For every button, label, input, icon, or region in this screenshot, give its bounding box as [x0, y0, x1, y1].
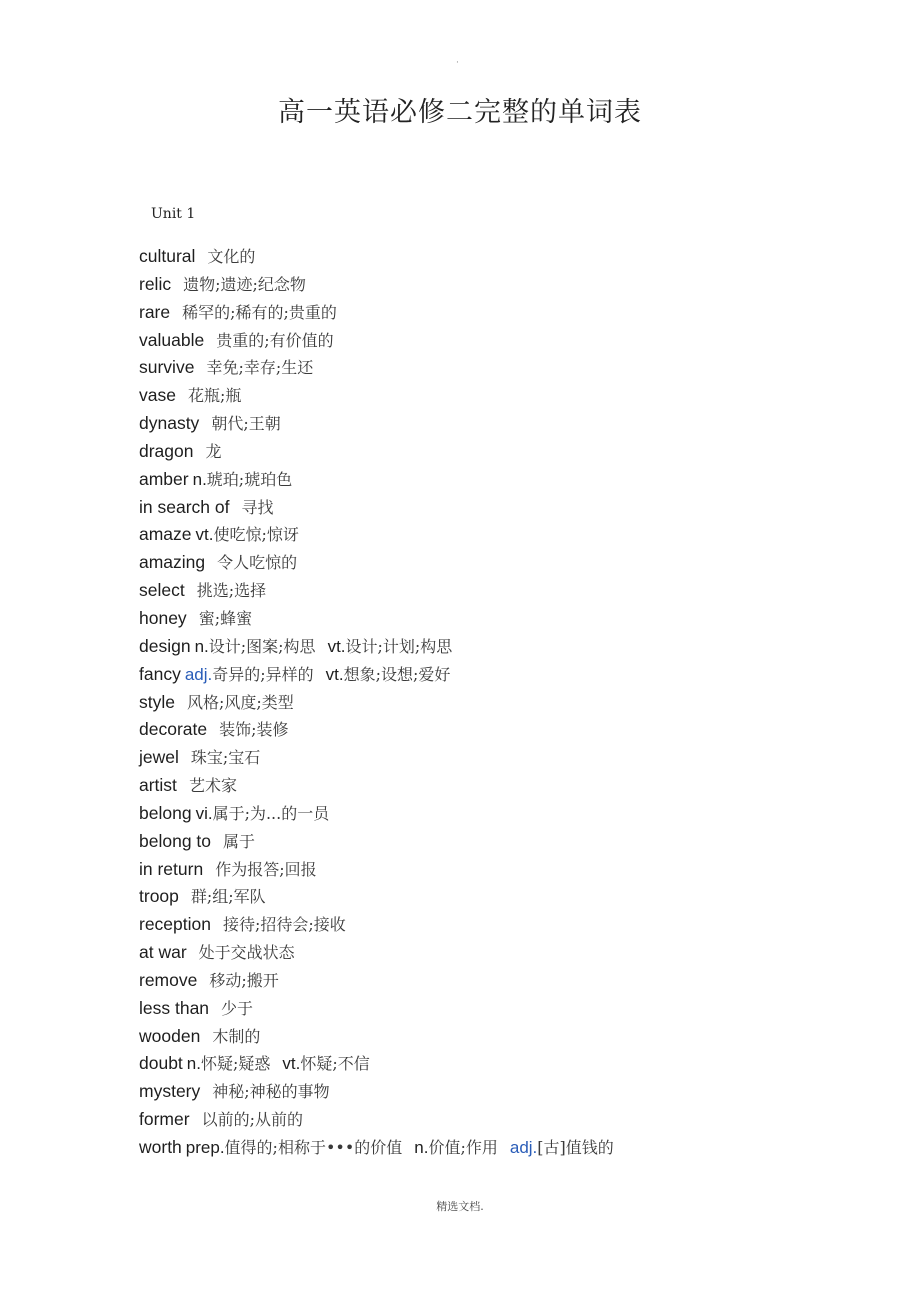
vocab-meaning: 蜜;蜂蜜	[198, 608, 253, 628]
vocab-word: doubt	[139, 1053, 183, 1074]
vocab-entry	[139, 995, 614, 1023]
vocab-entry	[139, 1134, 614, 1162]
vocab-word: vase	[139, 385, 176, 406]
vocab-meaning: 艺术家	[188, 776, 237, 796]
vocabulary-list	[139, 243, 614, 1162]
vocab-meaning: 设计;计划;构思	[345, 636, 453, 656]
vocab-meaning: 挑选;选择	[196, 581, 267, 601]
vocab-word: amber	[139, 468, 189, 489]
vocab-meaning: 寻找	[241, 497, 274, 517]
vocab-entry	[139, 494, 614, 522]
vocab-entry	[139, 689, 614, 717]
vocab-entry	[139, 716, 614, 744]
header-mark: ·	[456, 58, 459, 68]
vocab-word: design	[139, 635, 191, 656]
part-of-speech: vi.	[195, 803, 213, 823]
vocab-entry	[139, 772, 614, 800]
vocab-entry	[139, 1078, 614, 1106]
vocab-entry	[139, 744, 614, 772]
vocab-meaning: 群;组;军队	[190, 887, 266, 907]
vocab-entry	[139, 939, 614, 967]
part-of-speech: n.	[194, 636, 209, 656]
vocab-entry	[139, 1050, 614, 1078]
vocab-word: less than	[139, 997, 210, 1018]
vocab-entry	[139, 549, 614, 577]
vocab-meaning: 风格;风度;类型	[186, 692, 294, 712]
page-title: 高一英语必修二完整的单词表	[278, 97, 642, 128]
vocab-entry	[139, 243, 614, 271]
vocab-entry	[139, 856, 614, 884]
vocab-word: belong to	[139, 830, 212, 851]
vocab-meaning: 怀疑;不信	[300, 1054, 370, 1074]
vocab-meaning: 装饰;装修	[219, 720, 289, 740]
vocab-meaning: 神秘;神秘的事物	[212, 1082, 330, 1102]
vocab-word: in return	[139, 858, 204, 879]
vocab-meaning: 令人吃惊的	[217, 553, 298, 573]
vocab-meaning: 琥珀;琥珀色	[206, 469, 293, 489]
vocab-word: select	[139, 580, 185, 601]
vocab-meaning: 花瓶;瓶	[187, 386, 242, 406]
vocab-word: rare	[139, 301, 171, 322]
vocab-meaning: 属于	[223, 831, 256, 851]
vocab-meaning: 幸免;幸存;生还	[206, 358, 314, 378]
vocab-entry	[139, 521, 614, 549]
unit-label: Unit 1	[151, 206, 196, 222]
vocab-meaning: 少于	[221, 998, 254, 1018]
vocab-word: former	[139, 1109, 190, 1130]
vocab-meaning: 以前的;从前的	[201, 1110, 303, 1130]
vocab-meaning: 使吃惊;惊讶	[213, 525, 299, 545]
vocab-word: cultural	[139, 246, 196, 266]
vocab-word: valuable	[139, 329, 205, 350]
vocab-word: worth	[139, 1137, 182, 1157]
vocab-meaning: 贵重的;有价值的	[216, 330, 334, 350]
vocab-meaning: 木制的	[212, 1026, 261, 1046]
vocab-word: wooden	[139, 1025, 201, 1046]
vocab-entry	[139, 661, 614, 689]
vocab-entry	[139, 354, 614, 382]
vocab-entry	[139, 633, 614, 661]
vocab-entry	[139, 605, 614, 633]
part-of-speech: vt.	[327, 636, 346, 656]
vocab-meaning: 遗物;遗迹;纪念物	[183, 274, 306, 294]
part-of-speech: vt.	[325, 664, 344, 684]
vocab-entry	[139, 271, 614, 299]
vocab-entry	[139, 911, 614, 939]
part-of-speech: prep.	[185, 1138, 225, 1157]
part-of-speech: adj.	[184, 664, 213, 684]
vocab-meaning: 属于;为...的一员	[212, 803, 330, 823]
vocab-word: remove	[139, 969, 198, 990]
vocab-entry	[139, 382, 614, 410]
vocab-meaning: 朝代;王朝	[211, 414, 281, 434]
part-of-speech: vt.	[195, 525, 214, 545]
vocab-entry	[139, 828, 614, 856]
vocab-word: fancy	[139, 663, 181, 684]
vocab-word: artist	[139, 775, 177, 796]
vocab-meaning: 怀疑;疑惑	[200, 1054, 271, 1074]
vocab-entry	[139, 1106, 614, 1134]
vocab-word: at war	[139, 942, 187, 963]
part-of-speech: n.	[192, 469, 207, 489]
vocab-word: amaze	[139, 524, 192, 545]
vocab-word: survive	[139, 357, 195, 378]
vocab-word: honey	[139, 607, 187, 628]
vocab-entry	[139, 883, 614, 911]
vocab-word: style	[139, 691, 175, 712]
vocab-entry	[139, 299, 614, 327]
vocab-meaning: 文化的	[207, 247, 256, 266]
vocab-entry	[139, 800, 614, 828]
vocab-meaning: 设计;图案;构思	[208, 636, 316, 656]
vocab-meaning: 奇异的;异样的	[212, 664, 314, 684]
vocab-meaning: 价值;作用	[428, 1138, 498, 1157]
page-footer: 精选文档.	[436, 1200, 484, 1213]
part-of-speech: adj.	[509, 1138, 538, 1157]
vocab-word: in search of	[139, 496, 230, 517]
vocab-word: amazing	[139, 552, 206, 573]
vocab-meaning: 作为报答;回报	[215, 859, 317, 879]
vocab-meaning: 想象;设想;爱好	[343, 664, 451, 684]
vocab-entry	[139, 327, 614, 355]
part-of-speech: n.	[186, 1054, 201, 1074]
vocab-word: dragon	[139, 440, 194, 461]
vocab-meaning: 值得的;相称于•••的价值	[224, 1138, 403, 1157]
part-of-speech: n.	[414, 1138, 429, 1157]
vocab-entry	[139, 438, 614, 466]
vocab-word: dynasty	[139, 413, 200, 434]
vocab-meaning: 龙	[205, 441, 222, 461]
vocab-word: troop	[139, 886, 179, 907]
vocab-meaning: 处于交战状态	[198, 943, 295, 963]
vocab-entry	[139, 577, 614, 605]
vocab-word: jewel	[139, 747, 179, 768]
vocab-entry	[139, 410, 614, 438]
vocab-meaning: 稀罕的;稀有的;贵重的	[182, 302, 337, 322]
vocab-word: relic	[139, 273, 172, 294]
part-of-speech: vt.	[282, 1054, 301, 1074]
vocab-word: reception	[139, 914, 211, 935]
vocab-entry	[139, 1023, 614, 1051]
vocab-meaning: 移动;搬开	[209, 970, 279, 990]
vocab-entry	[139, 967, 614, 995]
vocab-word: belong	[139, 802, 192, 823]
vocab-meaning: 珠宝;宝石	[190, 748, 261, 768]
vocab-meaning: 接待;招待会;接收	[223, 915, 346, 935]
vocab-word: decorate	[139, 719, 208, 740]
vocab-entry	[139, 466, 614, 494]
vocab-meaning: [古]值钱的	[537, 1138, 614, 1157]
vocab-word: mystery	[139, 1081, 201, 1102]
